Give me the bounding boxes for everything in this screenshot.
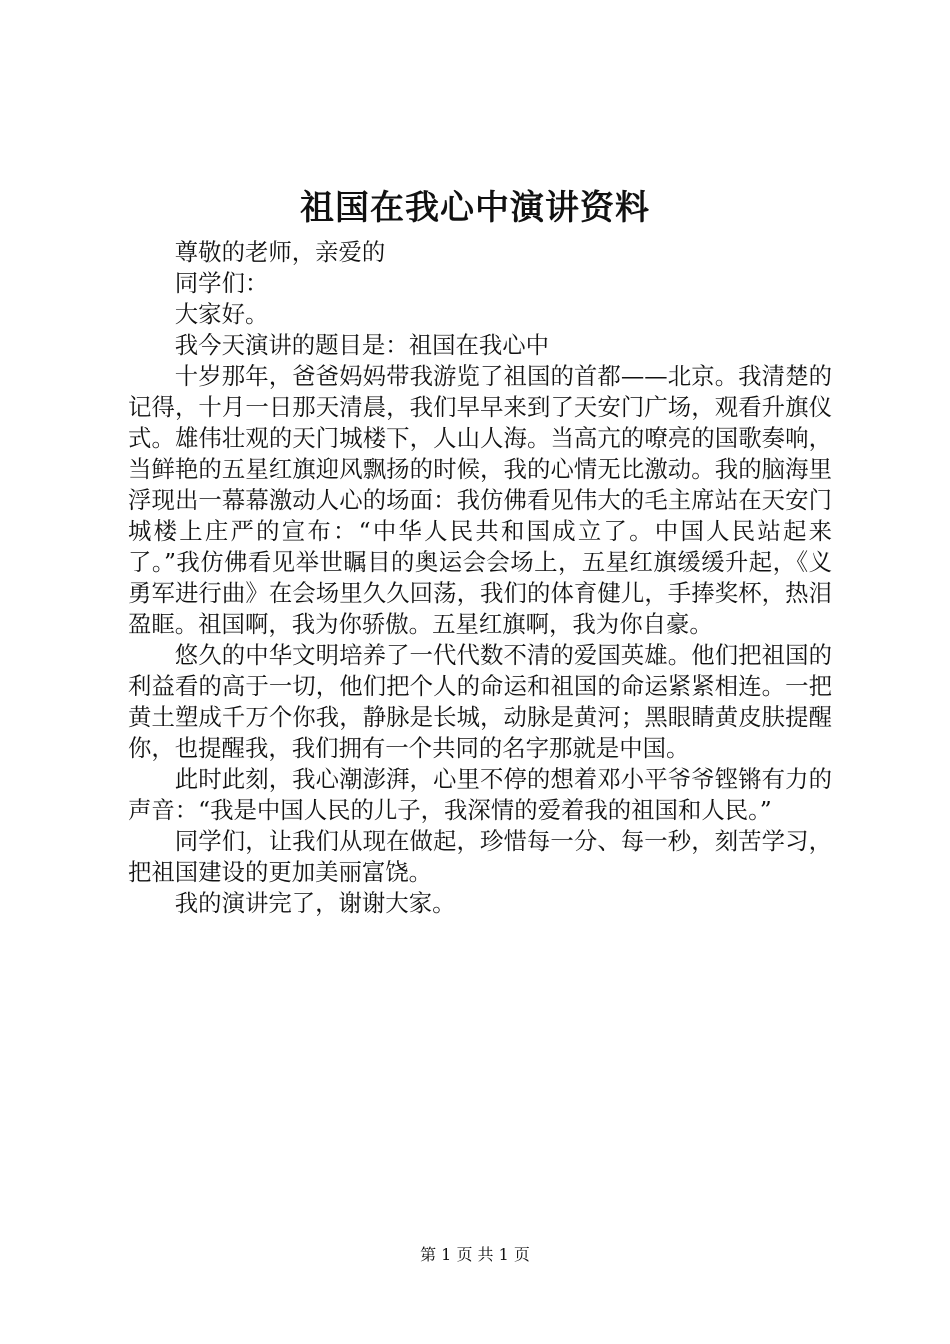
paragraph-greeting-3: 大家好。 xyxy=(174,300,269,328)
paragraph-greeting-2: 同学们： xyxy=(174,269,269,297)
paragraph-topic: 我今天演讲的题目是：祖国在我心中 xyxy=(174,331,550,359)
page-footer: 第 1 页 共 1 页 xyxy=(420,1245,530,1264)
document-body xyxy=(128,237,832,919)
paragraph-body-1: 十岁那年，爸爸妈妈带我游览了祖国的首都——北京。我清楚的记得，十月一日那天清晨，我们早早来到了天安门广场，观看升旗仪式。雄伟壮观的天门城楼下，人山人海。当高亢的嘹亮的国歌奏响，当鲜艳的五星红旗迎风飘扬的时候，我的心情无比激动。我的脑海里浮现出一幕幕激动人心的场面：我仿佛看见伟大的毛主席站在天安门城楼上庄严的宣布：“中华人民共和国成立了。中国人民站起来了。”我仿佛看见举世瞩目的奥运会会场上，五星红旗缓缓升起，《义勇军进行曲》在会场里久久回荡，我们的体育健儿，手捧奖杯，热泪盈眶。祖国啊，我为你骄傲。五星红旗啊，我为你自豪。 xyxy=(128,362,832,638)
paragraph-body-3: 此时此刻，我心潮澎湃，心里不停的想着邓小平爷爷铿锵有力的声音：“我是中国人民的儿子，我深情的爱着我的祖国和人民。” xyxy=(128,765,832,824)
paragraph-closing: 我的演讲完了，谢谢大家。 xyxy=(174,889,456,917)
paragraph-body-4: 同学们，让我们从现在做起，珍惜每一分、每一秒，刻苦学习，把祖国建设的更加美丽富饶。 xyxy=(128,827,832,886)
document-title: 祖国在我心中演讲资料 xyxy=(300,188,650,228)
paragraph-body-2: 悠久的中华文明培养了一代代数不清的爱国英雄。他们把祖国的利益看的高于一切，他们把个人的命运和祖国的命运紧紧相连。一把黄土塑成千万个你我，静脉是长城，动脉是黄河；黑眼睛黄皮肤提醒你，也提醒我，我们拥有一个共同的名字那就是中国。 xyxy=(128,641,832,762)
paragraph-greeting-1: 尊敬的老师，亲爱的 xyxy=(174,238,386,266)
